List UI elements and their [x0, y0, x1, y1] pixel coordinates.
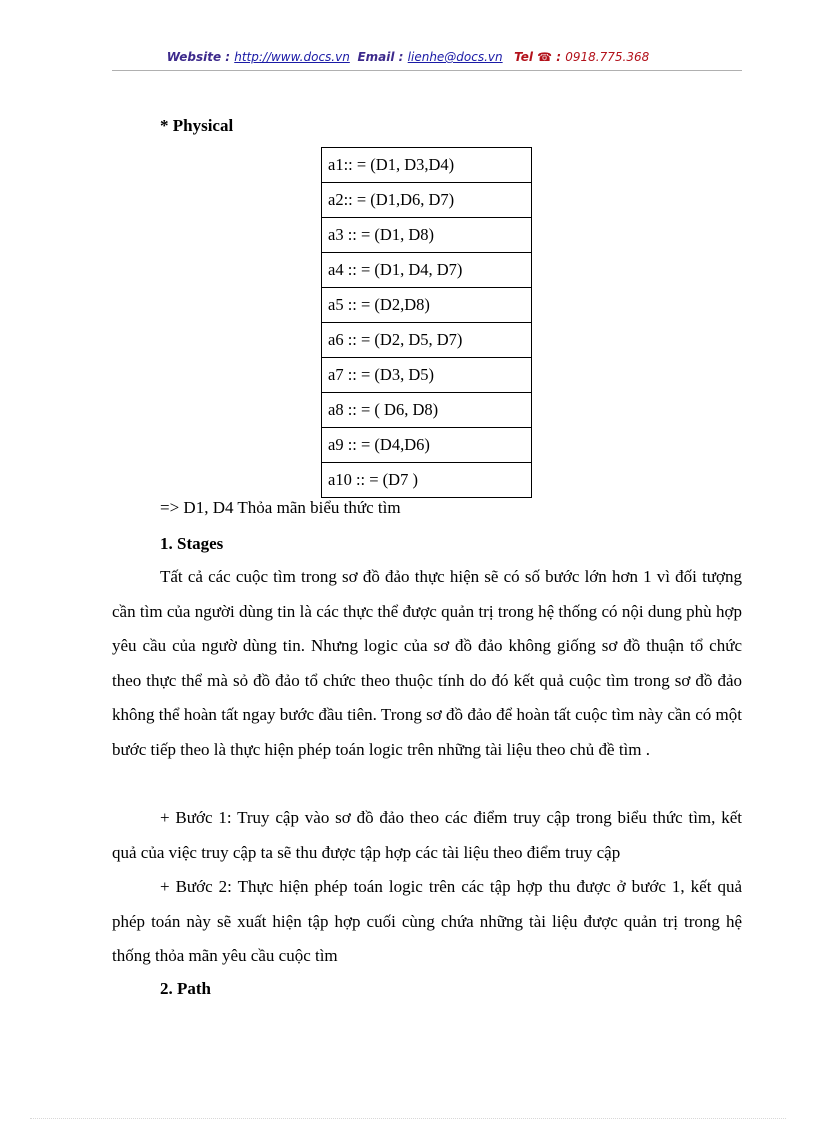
physical-heading: * Physical — [160, 116, 234, 135]
table-row — [322, 323, 532, 358]
step2-paragraph — [112, 870, 742, 974]
table-cell: a4 :: = (D1, D4, D7) — [322, 253, 532, 288]
stages-paragraph — [112, 560, 742, 767]
table-row — [322, 358, 532, 393]
section-stages-heading: 1. Stages — [160, 534, 224, 553]
stages-paragraph-text: Tất cả các cuộc tìm trong sơ đồ đảo thực hiện sẽ có số bước lớn hơn 1 vì đối tượng cần tìm của người dùng tin là các thực thể được quản trị trong hệ thống có nội dung phù hợp yêu cầu của ngườ dùng tin. Nhưng logic của sơ đồ đảo không giống sơ đồ thuận tổ chức theo thực thể mà sỏ đồ đảo tổ chức theo thuộc tính do đó kết quả cuộc tìm trong sơ đồ đảo không thể hoàn tất ngay bước đầu tiên. Trong sơ đồ đảo để hoàn tất cuộc tìm này cần có một bước tiếp theo là thực hiện phép toán logic trên những tài liệu theo chủ đề tìm . — [112, 567, 742, 759]
step1-paragraph — [112, 801, 742, 870]
table-cell: a1:: = (D1, D3,D4) — [322, 148, 532, 183]
table-cell: a2:: = (D1,D6, D7) — [322, 183, 532, 218]
table-cell: a7 :: = (D3, D5) — [322, 358, 532, 393]
website-label: Website : — [166, 50, 235, 64]
table-row — [322, 463, 532, 498]
tel-label: Tel ☎ : — [514, 50, 566, 64]
table-cell: a3 :: = (D1, D8) — [322, 218, 532, 253]
table-row — [322, 393, 532, 428]
table-cell: a5 :: = (D2,D8) — [322, 288, 532, 323]
table-row — [322, 288, 532, 323]
table-cell: a8 :: = ( D6, D8) — [322, 393, 532, 428]
step2-text: + Bước 2: Thực hiện phép toán logic trên các tập hợp thu được ở bước 1, kết quả phép toán này sẽ xuất hiện tập hợp cuối cùng chứa những tài liệu được quản trị trong hệ thống thỏa mãn yêu cầu cuộc tìm — [112, 877, 742, 965]
table-row — [322, 218, 532, 253]
website-link[interactable]: http://www.docs.vn — [234, 50, 350, 64]
header-divider — [112, 70, 742, 71]
table-row — [322, 148, 532, 183]
table-row — [322, 183, 532, 218]
tel-number: 0918.775.368 — [565, 50, 650, 64]
result-line: => D1, D4 Thỏa mãn biểu thức tìm — [160, 498, 401, 517]
code-table — [321, 147, 532, 498]
table-cell: a10 :: = (D7 ) — [322, 463, 532, 498]
table-row — [322, 253, 532, 288]
step1-text: + Bước 1: Truy cập vào sơ đồ đảo theo các điểm truy cập trong biểu thức tìm, kết quả của việc truy cập ta sẽ thu được tập hợp các tài liệu theo điểm truy cập — [112, 808, 742, 862]
table-cell: a6 :: = (D2, D5, D7) — [322, 323, 532, 358]
table-row — [322, 428, 532, 463]
table-cell: a9 :: = (D4,D6) — [322, 428, 532, 463]
email-label: Email : — [357, 50, 408, 64]
section-path-heading: 2. Path — [160, 979, 211, 998]
email-link[interactable]: lienhe@docs.vn — [407, 50, 503, 64]
page-header — [0, 50, 816, 64]
footer-divider — [30, 1118, 786, 1119]
